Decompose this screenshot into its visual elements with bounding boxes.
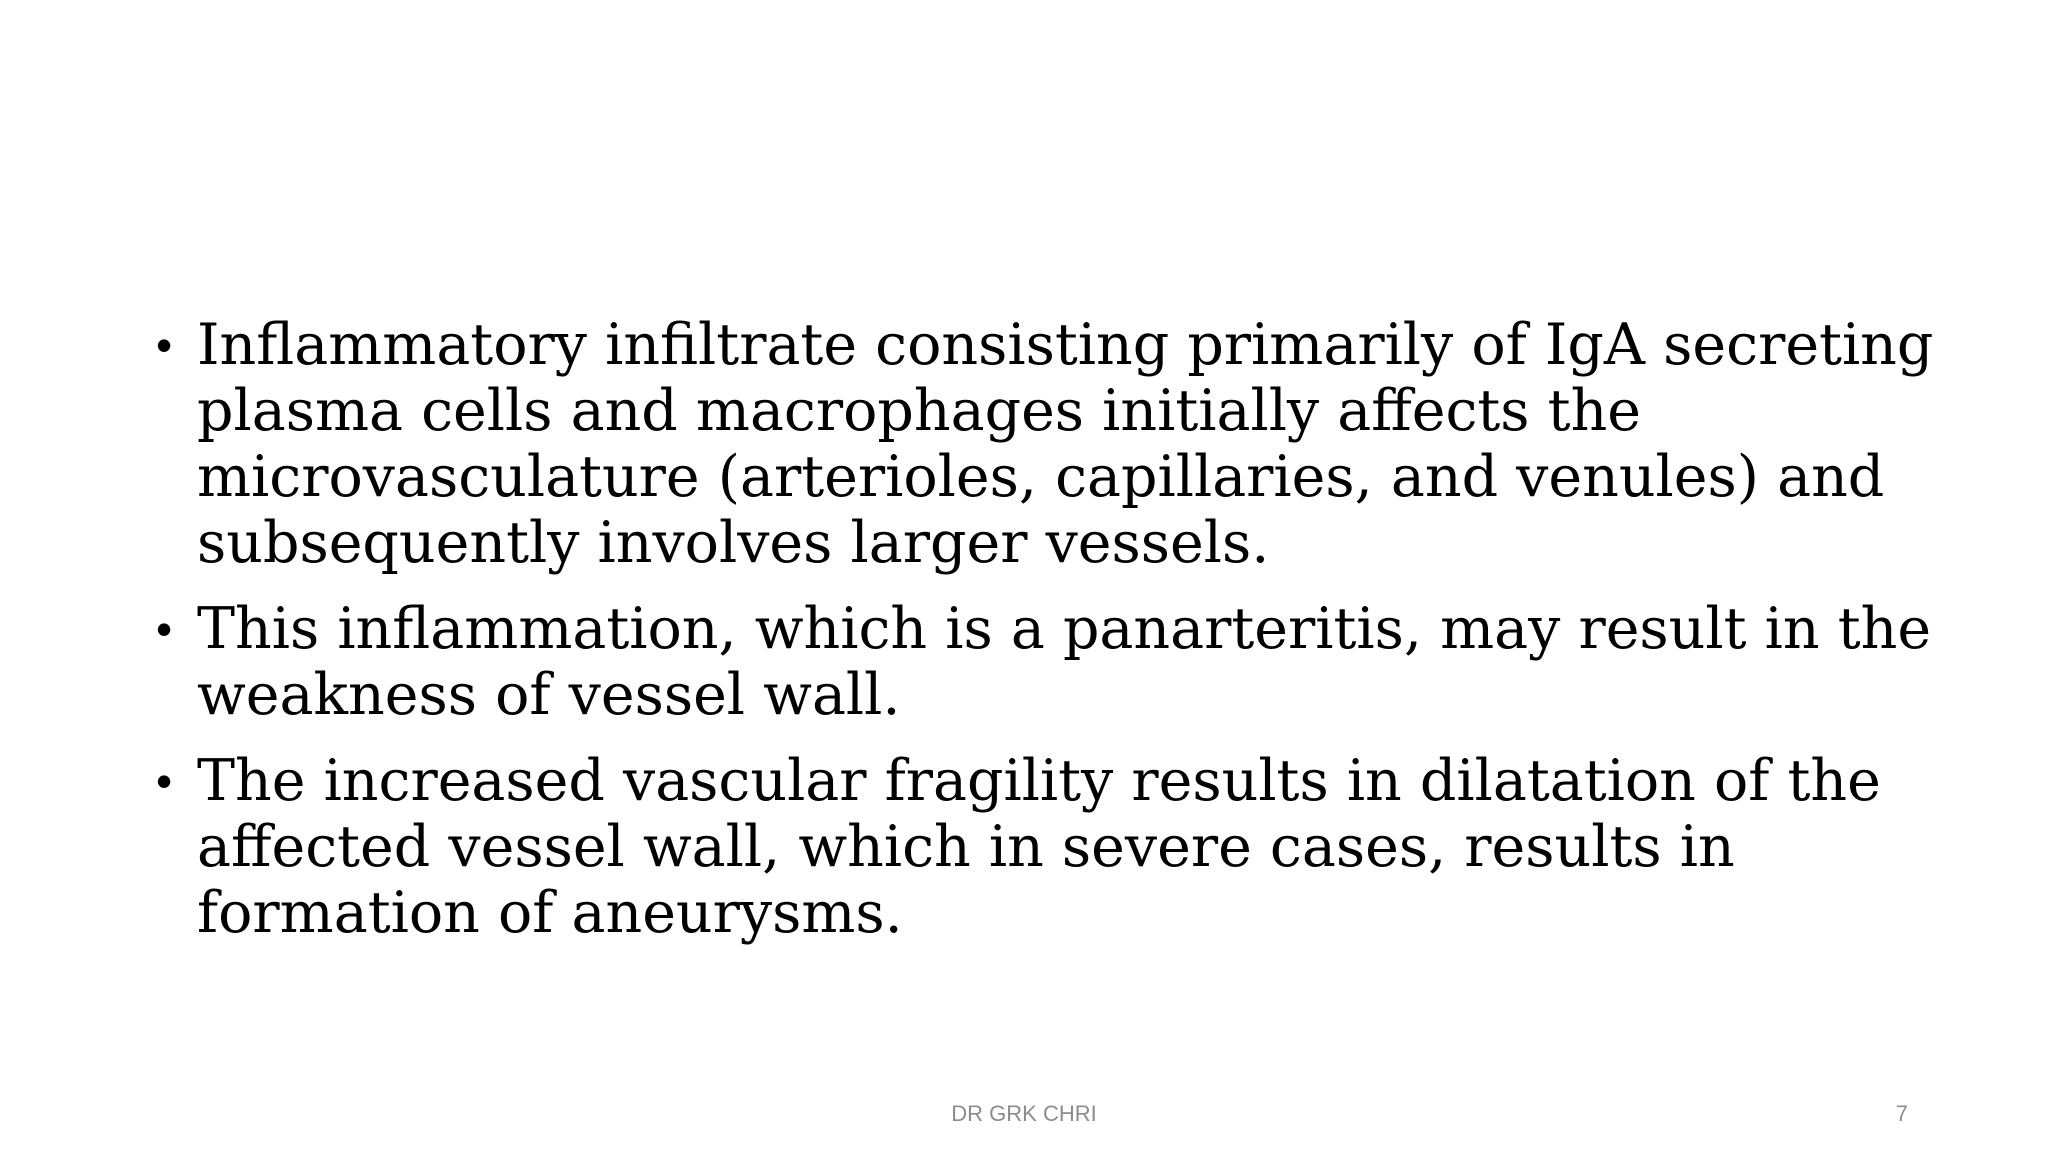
bullet-item <box>156 312 1936 576</box>
bullet-text: The increased vascular fragility results in dilatation of the affected vessel wall, which in severe cases, results in formation of aneurysms. <box>197 748 1881 946</box>
slide-number: 7 <box>1895 1101 1908 1126</box>
bullet-icon: • <box>156 603 173 655</box>
bullet-item <box>156 748 1936 946</box>
bullet-item <box>156 596 1936 728</box>
footer-text: DR GRK CHRI <box>951 1101 1097 1126</box>
bullet-text: This inflammation, which is a panarteritis, may result in the weakness of vessel wall. <box>197 596 1932 728</box>
bullet-text: Inflammatory infiltrate consisting primarily of IgA secreting plasma cells and macrophages initially affects the microvasculature (arterioles, capillaries, and venules) and subsequently involves larger vessels. <box>197 312 1934 576</box>
bullet-icon: • <box>156 319 173 371</box>
bullet-icon: • <box>156 755 173 807</box>
bullet-list <box>156 312 1936 966</box>
